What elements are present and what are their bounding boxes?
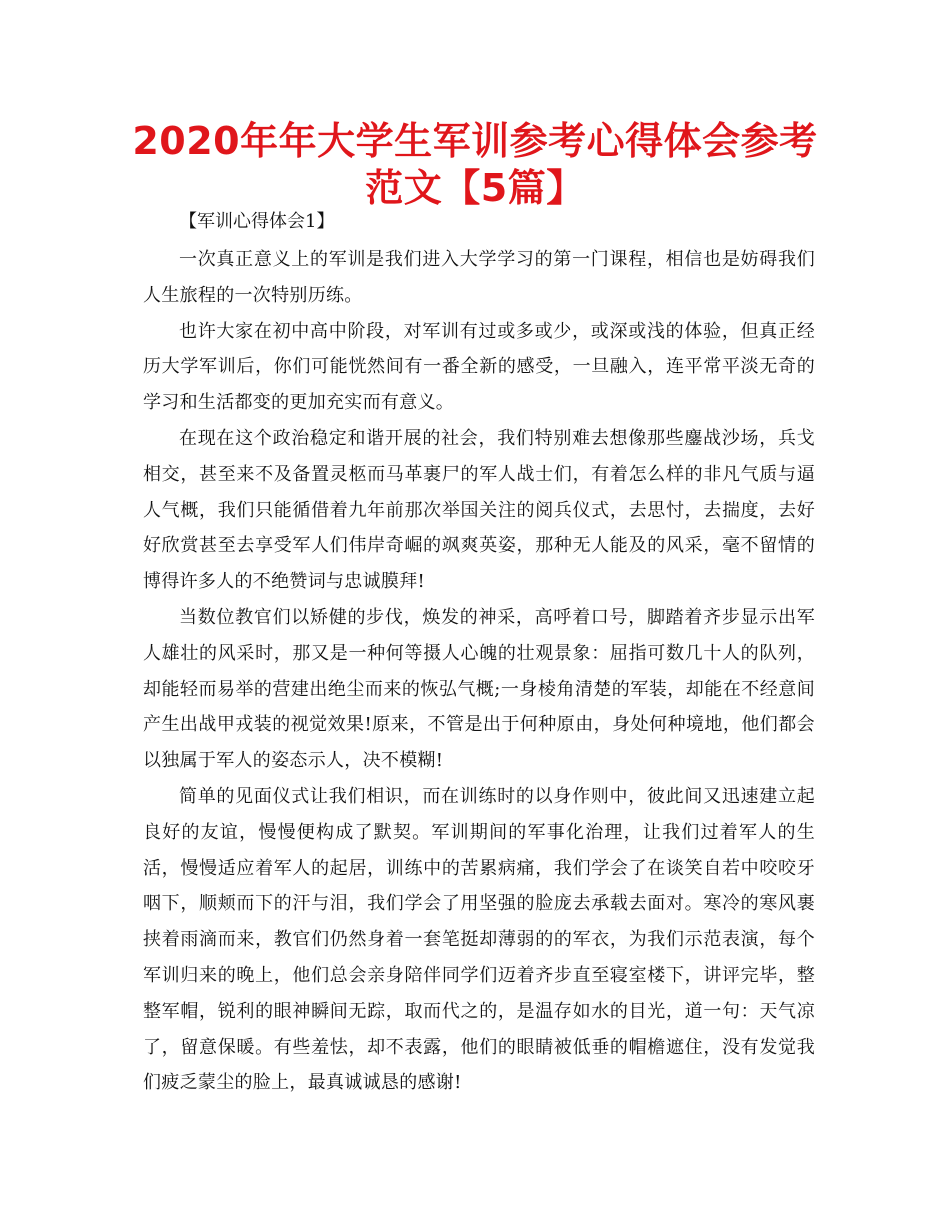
section-label: 【军训心得体会1】 [179,211,335,232]
document-body [143,206,815,1101]
document-title: 2020年年大学生军训参考心得体会参考范文【5篇】 [132,119,818,210]
paragraph-3: 在现在这个政治稳定和谐开展的社会，我们特别难去想像那些鏖战沙场，兵戈相交，甚至来不及备置灵柩而马革裹尸的军人战士们，有着怎么样的非凡气质与逼人气概，我们只能循借着九年前那次举国关注的阅兵仪式，去思忖，去揣度，去好好欣赏甚至去享受军人们伟岸奇崛的飒爽英姿，那种无人能及的风采，毫不留情的博得许多人的不绝赞词与忠诚膜拜! [143,427,815,593]
paragraph-1: 一次真正意义上的军训是我们进入大学学习的第一门课程，相信也是妨碍我们人生旅程的一次特别历练。 [143,249,815,306]
paragraph-4: 当数位教官们以矫健的步伐，焕发的神采，高呼着口号，脚踏着齐步显示出军人雄壮的风采时，那又是一种何等摄人心魄的壮观景象：屈指可数几十人的队列，却能轻而易举的营建出绝尘而来的恢弘气概;一身棱角清楚的军装，却能在不经意间产生出战甲戎装的视觉效果!原来，不管是出于何种原由，身处何种境地，他们都会以独属于军人的姿态示人，决不模糊! [143,606,815,772]
paragraph-5: 简单的见面仪式让我们相识，而在训练时的以身作则中，彼此间又迅速建立起良好的友谊，慢慢便构成了默契。军训期间的军事化治理，让我们过着军人的生活，慢慢适应着军人的起居，训练中的苦累病痛，我们学会了在谈笑自若中咬咬牙咽下，顺颊而下的汗与泪，我们学会了用坚强的脸庞去承载去面对。寒冷的寒风裹挟着雨滴而来，教官们仍然身着一套笔挺却薄弱的的军衣，为我们示范表演，每个军训归来的晚上，他们总会亲身陪伴同学们迈着齐步直至寝室楼下，讲评完毕，整整军帽，锐利的眼神瞬间无踪，取而代之的，是温存如水的目光，道一句：天气凉了，留意保暖。有些羞怯，却不表露，他们的眼睛被低垂的帽檐遮住，没有发觉我们疲乏蒙尘的脸上，最真诚诚恳的感谢! [143,785,815,1094]
paragraph-2: 也许大家在初中高中阶段，对军训有过或多或少，或深或浅的体验，但真正经历大学军训后，你们可能恍然间有一番全新的感受，一旦融入，连平常平淡无奇的学习和生活都变的更加充实而有意义。 [143,320,815,414]
